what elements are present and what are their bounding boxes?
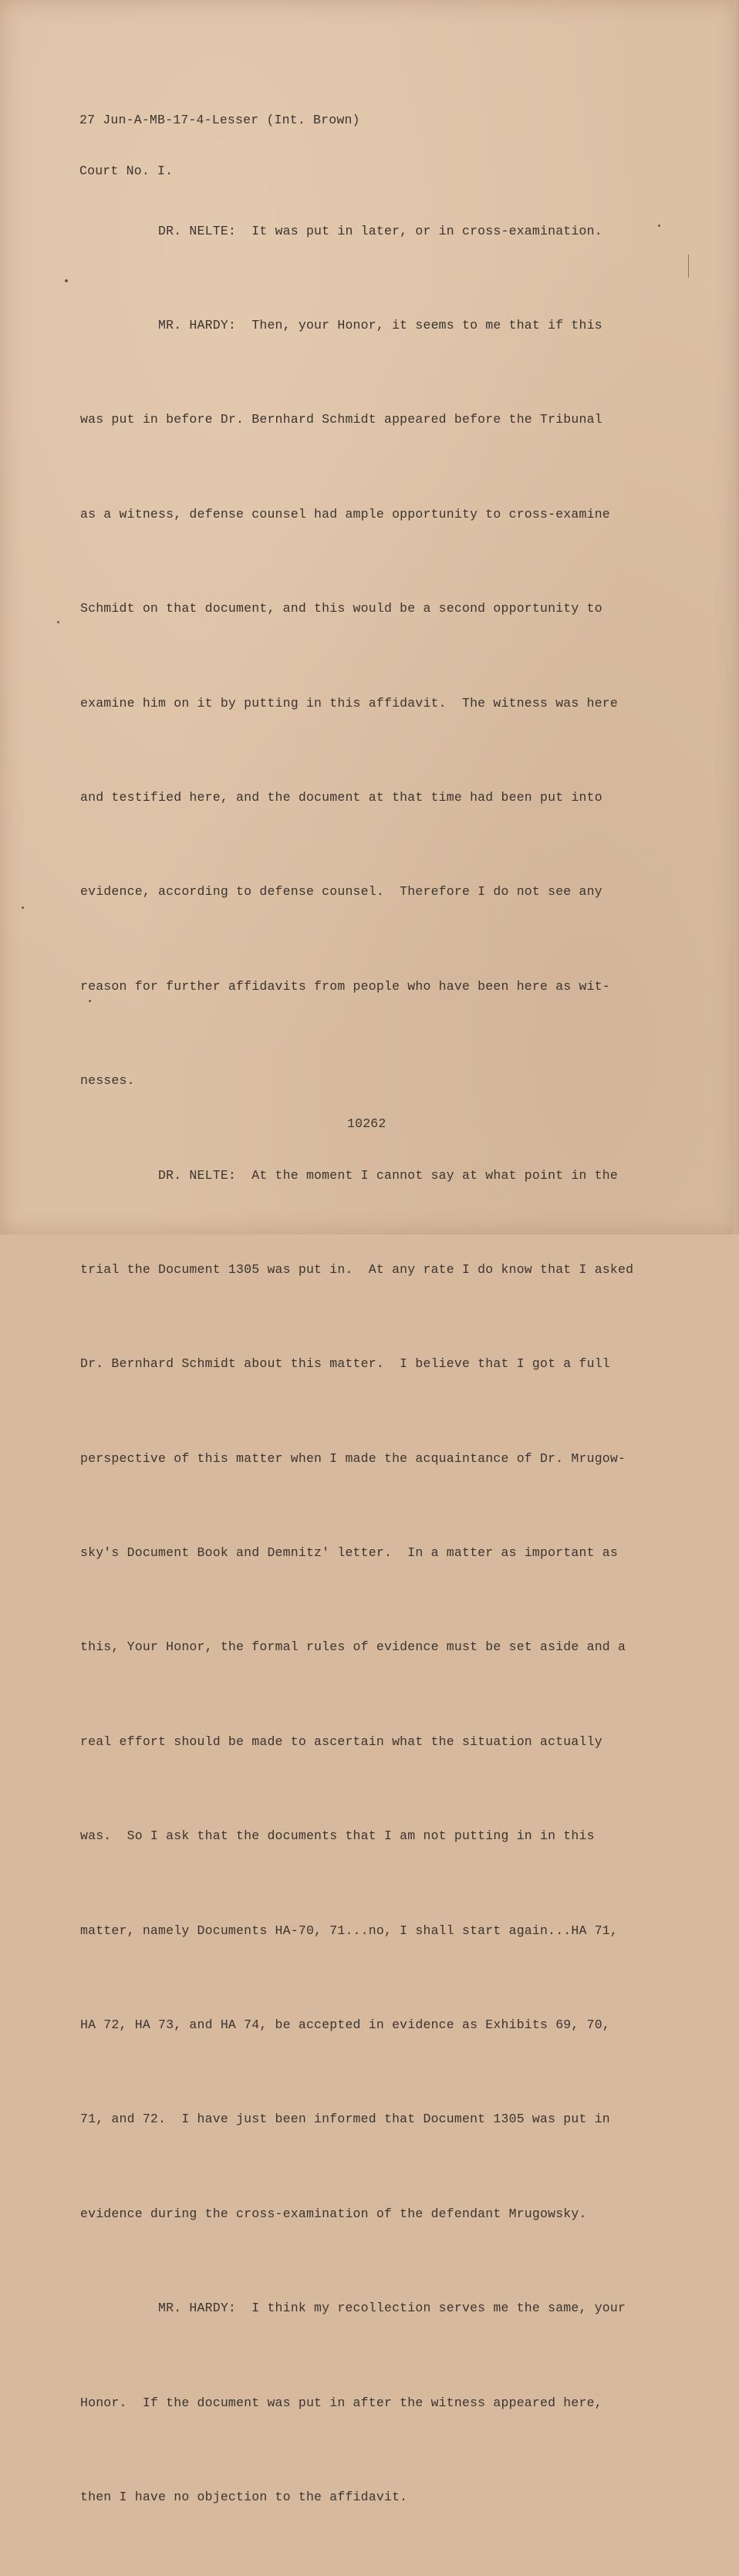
paper-speck <box>89 1000 91 1002</box>
transcript-line: perspective of this matter when I made the acquaintance of Dr. Mrugow- <box>80 1450 626 1466</box>
transcript-line: trial the Document 1305 was put in. At any rate I do know that I asked <box>80 1261 634 1277</box>
transcript-line: MR. HARDY: Then, your Honor, it seems to me that if this <box>80 317 602 333</box>
transcript-line: matter, namely Documents HA-70, 71...no, I shall start again...HA 71, <box>80 1923 619 1938</box>
transcript-line: examine him on it by putting in this affidavit. The witness was here <box>80 695 619 711</box>
transcript-line: nesses. <box>80 1073 135 1089</box>
transcript-line: Schmidt on that document, and this would be a second opportunity to <box>80 601 602 616</box>
paper-speck <box>57 621 59 623</box>
transcript-line: evidence, according to defense counsel. Therefore I do not see any <box>80 884 602 900</box>
transcript-line: evidence during the cross-examination of the defendant Mrugowsky. <box>80 2206 587 2221</box>
paper-speck <box>658 225 660 227</box>
transcript-line: MR. HARDY: I think my recollection serves me the same, your <box>80 2301 626 2316</box>
paper-speck <box>22 906 24 909</box>
transcript-line: HA 72, HA 73, and HA 74, be accepted in evidence as Exhibits 69, 70, <box>80 2017 610 2033</box>
transcript-line: DR. NELTE: At the moment I cannot say at what point in the <box>80 1167 619 1183</box>
transcript-line: 71, and 72. I have just been informed that Document 1305 was put in <box>80 2112 610 2127</box>
transcript-line: and testified here, and the document at that time had been put into <box>80 789 602 805</box>
transcript-line: reason for further affidavits from people who have been here as wit- <box>80 978 610 994</box>
transcript-line: as a witness, defense counsel had ample opportunity to cross-examine <box>80 506 610 522</box>
paper-edge <box>731 0 739 1234</box>
paper-mark <box>688 255 689 278</box>
transcript-line: then I have no objection to the affidavit. <box>80 2489 408 2504</box>
transcript-line: was put in before Dr. Bernhard Schmidt appeared before the Tribunal <box>80 412 602 427</box>
transcript-line: Honor. If the document was put in after the witness appeared here, <box>80 2395 602 2410</box>
transcript-body <box>80 153 636 2576</box>
transcript-line: sky's Document Book and Demnitz' letter. In a matter as important as <box>80 1545 619 1561</box>
transcript-line: real effort should be made to ascertain what the situation actually <box>80 1734 602 1749</box>
transcript-line: was. So I ask that the documents that I am not putting in in this <box>80 1828 595 1844</box>
page-number: 10262 <box>347 1116 386 1131</box>
transcript-line: Dr. Bernhard Schmidt about this matter. I believe that I got a full <box>80 1356 610 1372</box>
header-line-1: 27 Jun-A-MB-17-4-Lesser (Int. Brown) <box>79 113 360 127</box>
transcript-line: DR. NELTE: It was put in later, or in cross-examination. <box>80 223 602 238</box>
transcript-line: this, Your Honor, the formal rules of evidence must be set aside and a <box>80 1639 626 1655</box>
paper-speck <box>65 279 68 282</box>
header-line-2: Court No. I. <box>79 164 174 178</box>
